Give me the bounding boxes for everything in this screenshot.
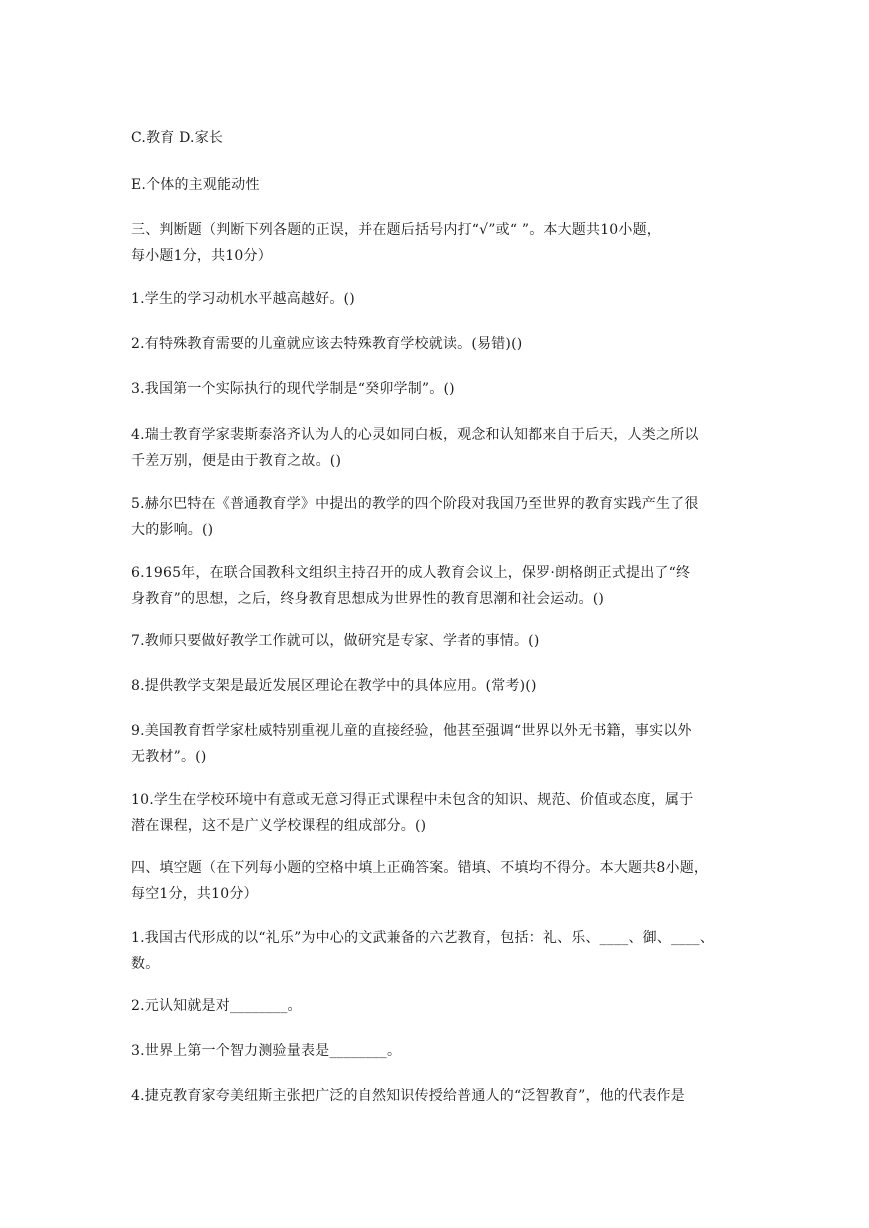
section-3-heading: 三、判断题（判断下列各题的正误，并在题后括号内打“√”或“ ”。本大题共10小题， 每小题1分，共10分）: [131, 222, 662, 264]
judge-question-1: 1.学生的学习动机水平越高越好。(): [131, 291, 355, 307]
judge-question-9: 9.美国教育哲学家杜威特别重视儿童的直接经验，他甚至强调“世界以外无书籍，事实以外 无教材”。(): [131, 723, 692, 765]
fill-question-1: 1.我国古代形成的以“礼乐”为中心的文武兼备的六艺教育，包括：礼、乐、____、御、____、 数。: [131, 930, 715, 972]
judge-question-2: 2.有特殊教育需要的儿童就应该去特殊教育学校就读。(易错)(): [131, 336, 523, 352]
option-c-d: C.教育 D.家长: [131, 130, 224, 146]
judge-question-5: 5.赫尔巴特在《普通教育学》中提出的教学的四个阶段对我国乃至世界的教育实践产生了很 大的影响。(): [131, 496, 699, 538]
section-4-heading: 四、填空题（在下列每小题的空格中填上正确答案。错填、不填均不得分。本大题共8小题， 每空1分，共10分）: [131, 860, 709, 902]
judge-question-6: 6.1965年，在联合国教科文组织主持召开的成人教育会议上，保罗·朗格朗正式提出了“终 身教育”的思想，之后，终身教育思想成为世界性的教育思潮和社会运动。(): [131, 565, 691, 607]
judge-question-8: 8.提供教学支架是最近发展区理论在教学中的具体应用。(常考)(): [131, 678, 537, 694]
document-page: [131, 0, 741, 1228]
judge-question-4: 4.瑞士教育学家裴斯泰洛齐认为人的心灵如同白板，观念和认知都来自于后天，人类之所以 千差万别，便是由于教育之故。(): [131, 427, 699, 469]
judge-question-7: 7.教师只要做好教学工作就可以，做研究是专家、学者的事情。(): [131, 633, 540, 649]
judge-question-10: 10.学生在学校环境中有意或无意习得正式课程中未包含的知识、规范、价值或态度，属于 潜在课程，这不是广义学校课程的组成部分。(): [131, 792, 694, 834]
fill-question-4: 4.捷克教育家夸美纽斯主张把广泛的自然知识传授给普通人的“泛智教育”，他的代表作是: [131, 1088, 685, 1104]
judge-question-3: 3.我国第一个实际执行的现代学制是“癸卯学制”。(): [131, 381, 455, 397]
fill-question-3: 3.世界上第一个智力测验量表是________。: [131, 1043, 402, 1059]
fill-question-2: 2.元认知就是对________。: [131, 998, 302, 1014]
option-e: E.个体的主观能动性: [131, 177, 260, 193]
